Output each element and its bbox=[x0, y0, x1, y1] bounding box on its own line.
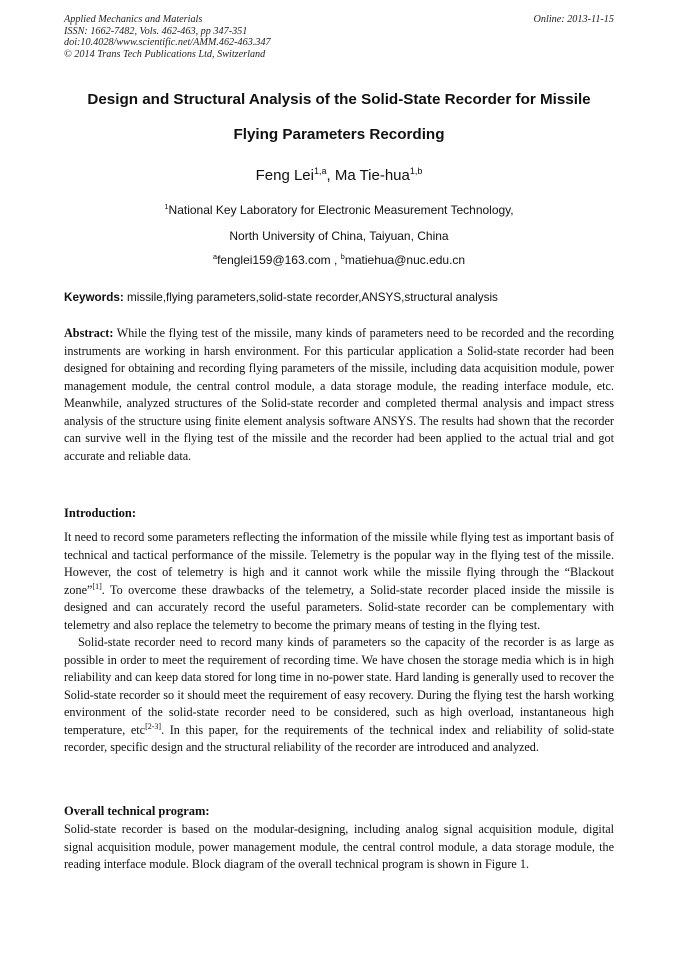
author-1: Feng Lei bbox=[255, 167, 314, 184]
journal-issn: ISSN: 1662-7482, Vols. 462-463, pp 347-351 bbox=[64, 25, 248, 37]
overall-heading: Overall technical program: bbox=[64, 804, 210, 818]
online-date: Online: 2013-11-15 bbox=[533, 14, 614, 25]
email-separator: , bbox=[330, 253, 341, 267]
keywords-text: missile,flying parameters,solid-state recorder,ANSYS,structural analysis bbox=[123, 291, 498, 304]
email-b[interactable]: matiehua@nuc.edu.cn bbox=[344, 253, 466, 267]
intro-paragraph-2 bbox=[64, 634, 614, 757]
intro-p1-text-b: . To overcome these drawbacks of the telemetry, a Solid-state recorder placed inside the missile is designed and can accurately record the useful parameters. Solid-state recorder can be complementary with telemetry and also replace the telemetry to become the primary means of testing in the flying test. bbox=[64, 582, 614, 632]
abstract-text: While the flying test of the missile, many kinds of parameters need to be recorded and the recording instruments are working in harsh environment. For this particular application a Solid-state recorder had been designed for obtaining and recording flying parameters of the missile, including data acquisition module, power management module, the central control module, a data storage module, the reading interface module, etc. Meanwhile, analyzed structures of the Solid-state recorder and completed thermal analysis and impact stress analysis of the structure using finite element analysis software ANSYS. The results had shown that the recorder can survive well in the flying test of the missile and the recorder had been applied to the actual trial and got accurate and reliable data. bbox=[64, 326, 614, 463]
email-a-marker: a bbox=[212, 252, 218, 261]
abstract bbox=[64, 325, 614, 465]
email-line bbox=[40, 253, 638, 267]
citation-1[interactable]: [1] bbox=[92, 581, 102, 591]
affiliation-line-1 bbox=[40, 203, 638, 217]
intro-paragraph-1 bbox=[64, 529, 614, 634]
author-2: Ma Tie-hua bbox=[334, 167, 410, 184]
affiliation-text-1: National Key Laboratory for Electronic Measurement Technology, bbox=[168, 203, 514, 217]
journal-doi: doi:10.4028/www.scientific.net/AMM.462-463.347 bbox=[64, 37, 271, 49]
author-list bbox=[40, 167, 638, 184]
author-1-affil: 1,a bbox=[313, 166, 327, 176]
overall-paragraph: Solid-state recorder is based on the modular-designing, including analog signal acquisition module, digital signal acquisition module, power management module, the central control module, a data storage module, the reading interface module. Block diagram of the overall technical program is shown in Figure 1. bbox=[64, 822, 614, 871]
affiliation-line-2: North University of China, Taiyuan, China bbox=[229, 229, 449, 243]
introduction-body bbox=[64, 529, 614, 757]
journal-name: Applied Mechanics and Materials bbox=[64, 14, 203, 25]
paper-title-line-2: Flying Parameters Recording bbox=[233, 126, 445, 143]
author-2-affil: 1,b bbox=[409, 166, 423, 176]
introduction-heading: Introduction: bbox=[64, 506, 137, 520]
keywords bbox=[64, 291, 624, 304]
abstract-label: Abstract: bbox=[64, 326, 114, 340]
journal-copyright: © 2014 Trans Tech Publications Ltd, Switzerland bbox=[64, 48, 266, 60]
email-a[interactable]: fenglei159@163.com bbox=[217, 253, 331, 267]
overall-body bbox=[64, 821, 614, 874]
keywords-label: Keywords: bbox=[64, 291, 124, 304]
paper-title-line-1: Design and Structural Analysis of the Solid-State Recorder for Missile bbox=[87, 91, 591, 108]
journal-header bbox=[64, 14, 271, 60]
citation-2-3[interactable]: [2-3] bbox=[145, 721, 162, 731]
intro-p2-text-a: Solid-state recorder need to record many kinds of parameters so the capacity of the recorder is as large as possible in order to meet the requirement of recording time. We have chosen the storage media which is in high reliability and can keep data stored for long time in no-power state. Hard landing is generally used to recover the Solid-state recorder so it should meet the requirement of easy recovery. During the flying test the harsh working environment of the solid-state recorder need to be considered, such as high overload, instantaneous high temperature, etc bbox=[64, 635, 614, 737]
affiliation-marker: 1 bbox=[164, 202, 169, 211]
email-b-marker: b bbox=[340, 252, 345, 261]
intro-p2-text-b: . In this paper, for the requirements of the technical index and reliability of solid-state recorder, specific design and the structural reliability of the recorder are introduced and analyzed. bbox=[64, 722, 615, 754]
intro-p1-text-a: It need to record some parameters reflecting the information of the missile while flying test as important basis of technical and tactical performance of the missile. Telemetry is the popular way in the flying test of the missile. However, the cost of telemetry is high and it cannot work while the missile flying through the “Blackout zone” bbox=[64, 530, 614, 597]
author-separator: , bbox=[326, 167, 335, 184]
